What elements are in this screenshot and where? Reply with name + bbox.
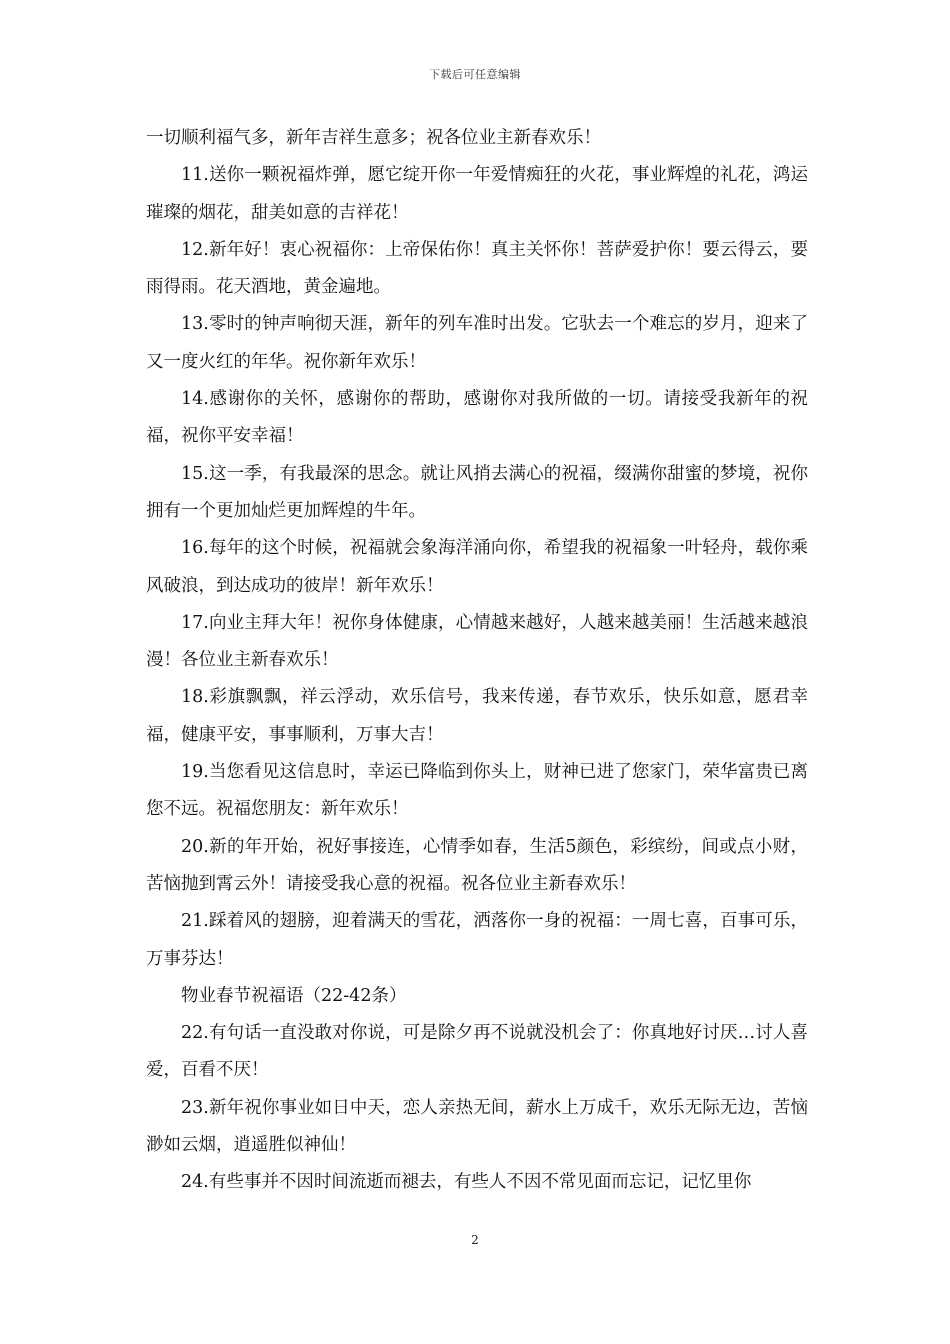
section-heading: 物业春节祝福语（22-42条） bbox=[181, 985, 407, 1006]
paragraph: 20.新的年开始，祝好事接连，心情季如春，生活5颜色，彩缤纷，间或点小财，苦恼抛到霄云外！请接受我心意的祝福。祝各位业主新春欢乐！ bbox=[146, 836, 808, 894]
paragraph: 14.感谢你的关怀，感谢你的帮助，感谢你对我所做的一切。请接受我新年的祝福，祝你平安幸福！ bbox=[146, 389, 808, 447]
page-header: 下载后可任意编辑 bbox=[429, 68, 521, 81]
paragraph: 12.新年好！衷心祝福你：上帝保佑你！真主关怀你！菩萨爱护你！要云得云，要雨得雨。花天酒地，黄金遍地。 bbox=[146, 239, 808, 298]
paragraph: 13.零时的钟声响彻天涯，新年的列车准时出发。它驮去一个难忘的岁月，迎来了又一度火红的年华。祝你新年欢乐！ bbox=[146, 314, 808, 372]
paragraph: 18.彩旗飘飘，祥云浮动，欢乐信号，我来传递，春节欢乐，快乐如意，愿君幸福，健康平安，事事顺利，万事大吉！ bbox=[146, 687, 808, 745]
paragraph: 16.每年的这个时候，祝福就会象海洋涌向你，希望我的祝福象一叶轻舟，载你乘风破浪，到达成功的彼岸！新年欢乐！ bbox=[146, 538, 808, 596]
paragraph: 24.有些事并不因时间流逝而褪去，有些人不因不常见面而忘记，记忆里你 bbox=[181, 1172, 752, 1193]
paragraph: 一切顺利福气多，新年吉祥生意多；祝各位业主新春欢乐！ bbox=[146, 128, 601, 148]
paragraph: 21.踩着风的翅膀，迎着满天的雪花，洒落你一身的祝福：一周七喜，百事可乐，万事芬达！ bbox=[146, 911, 808, 969]
paragraph: 23.新年祝你事业如日中天，恋人亲热无间，薪水上万成千，欢乐无际无边，苦恼渺如云烟，逍遥胜似神仙！ bbox=[146, 1097, 808, 1156]
paragraph: 22.有句话一直没敢对你说，可是除夕再不说就没机会了：你真地好讨厌…讨人喜爱，百看不厌！ bbox=[146, 1023, 808, 1081]
page-number: 2 bbox=[471, 1233, 479, 1247]
paragraph: 19.当您看见这信息时，幸运已降临到你头上，财神已进了您家门，荣华富贵已离您不远。祝福您朋友：新年欢乐！ bbox=[146, 762, 808, 820]
paragraph: 17.向业主拜大年！祝你身体健康，心情越来越好，人越来越美丽！生活越来越浪漫！各位业主新春欢乐！ bbox=[146, 612, 808, 671]
paragraph: 11.送你一颗祝福炸弹，愿它绽开你一年爱情痴狂的火花，事业辉煌的礼花，鸿运璀璨的烟花，甜美如意的吉祥花！ bbox=[146, 165, 808, 223]
paragraph: 15.这一季，有我最深的思念。就让风捎去满心的祝福，缀满你甜蜜的梦境，祝你拥有一个更加灿烂更加辉煌的牛年。 bbox=[146, 463, 808, 521]
body-text bbox=[146, 120, 808, 1202]
